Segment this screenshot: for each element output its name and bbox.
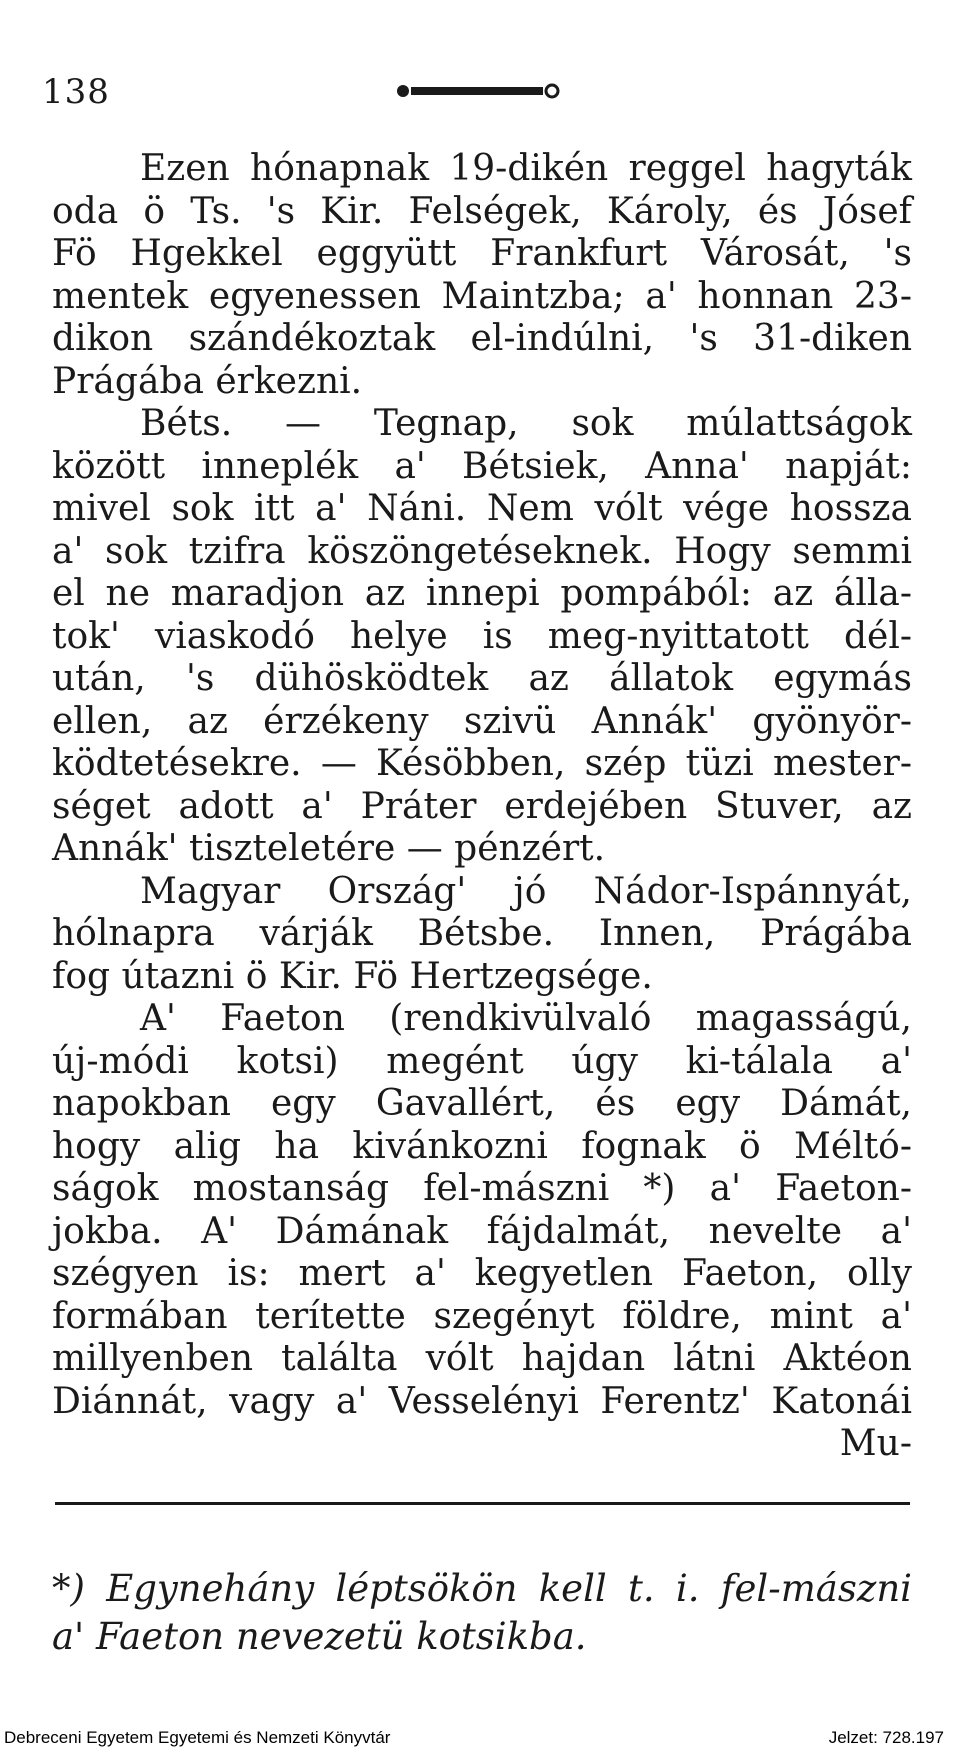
- text-line: ködtetésekre. — Késöbben, szép tüzi mester-: [52, 743, 912, 784]
- text-line: ságok mostanság fel-mászni *) a' Faeton-: [52, 1168, 912, 1209]
- text-line: el ne maradjon az innepi pompából: az álla-: [52, 573, 912, 614]
- text-line: mivel sok itt a' Náni. Nem vólt vége hossza: [52, 488, 912, 529]
- text-line: Magyar Ország' jó Nádor-Ispánnyát,: [140, 870, 912, 912]
- text-line: szégyen is: mert a' kegyetlen Faeton, olly: [52, 1253, 912, 1294]
- footnote-line: a' Faeton nevezetü kotsikba.: [52, 1615, 587, 1658]
- ornament-divider: [395, 78, 560, 104]
- text-line: millyenben találta vólt hajdan látni Aktéon: [52, 1338, 912, 1379]
- footnote: [52, 1565, 912, 1661]
- footer: [0, 1722, 960, 1755]
- text-line: séget adott a' Práter erdejében Stuver, az: [52, 785, 912, 827]
- text-line: között inneplék a' Bétsiek, Anna' napját:: [52, 445, 912, 487]
- text-line: Annák' tiszteletére — pénzért.: [52, 828, 606, 869]
- text-line: hólnapra várják Bétsbe. Innen, Prágába: [52, 913, 912, 954]
- text-line: napokban egy Gavallért, és egy Dámát,: [52, 1083, 912, 1124]
- text-line: Prágába érkezni.: [52, 360, 363, 402]
- text-line: új-módi kotsi) megént úgy ki-tálala a': [52, 1040, 912, 1082]
- footnote-rule: [55, 1502, 910, 1505]
- main-text: [52, 148, 912, 1466]
- text-line: tok' viaskodó helye is meg-nyittatott dél-: [52, 615, 912, 657]
- text-line: Diánnát, vagy a' Vesselényi Ferentz' Katonái: [52, 1380, 912, 1422]
- text-line: A' Faeton (rendkivülvaló magasságú,: [140, 998, 912, 1039]
- text-line: dikon szándékoztak el-indúlni, 's 31-diken: [52, 318, 912, 359]
- text-line: Fö Hgekkel eggyütt Frankfurt Városát, 's: [52, 233, 912, 274]
- footer-library: Debreceni Egyetem Egyetemi és Nemzeti Könyvtár: [4, 1728, 391, 1747]
- text-line: hogy alig ha kivánkozni fognak ö Méltó-: [52, 1125, 912, 1167]
- footer-shelfmark: Jelzet: 728.197: [828, 1728, 944, 1747]
- text-line: Béts. — Tegnap, sok múlattságok: [140, 403, 912, 444]
- text-line: fog útazni ö Kir. Fö Hertzegsége.: [52, 955, 653, 997]
- text-line: ellen, az érzékeny szivü Annák' gyönyör-: [52, 700, 912, 742]
- text-line: Mu-: [839, 1423, 912, 1464]
- text-line: jokba. A' Dámának fájdalmát, nevelte a': [52, 1210, 912, 1252]
- page-number: 138: [42, 72, 110, 112]
- text-line: a' sok tzifra köszöngetéseknek. Hogy semmi: [52, 530, 912, 572]
- text-line: után, 's dühösködtek az állatok egymás: [52, 658, 912, 699]
- text-line: mentek egyenessen Maintzba; a' honnan 23-: [52, 275, 912, 317]
- text-line: Ezen hónapnak 19-dikén reggel hagyták: [140, 148, 912, 189]
- text-line: formában terítette szegényt földre, mint a': [52, 1295, 912, 1337]
- footnote-line: *) Egynehány léptsökön kell t. i. fel-mászni: [52, 1567, 912, 1610]
- text-line: oda ö Ts. 's Kir. Felségek, Károly, és Jósef: [52, 190, 912, 232]
